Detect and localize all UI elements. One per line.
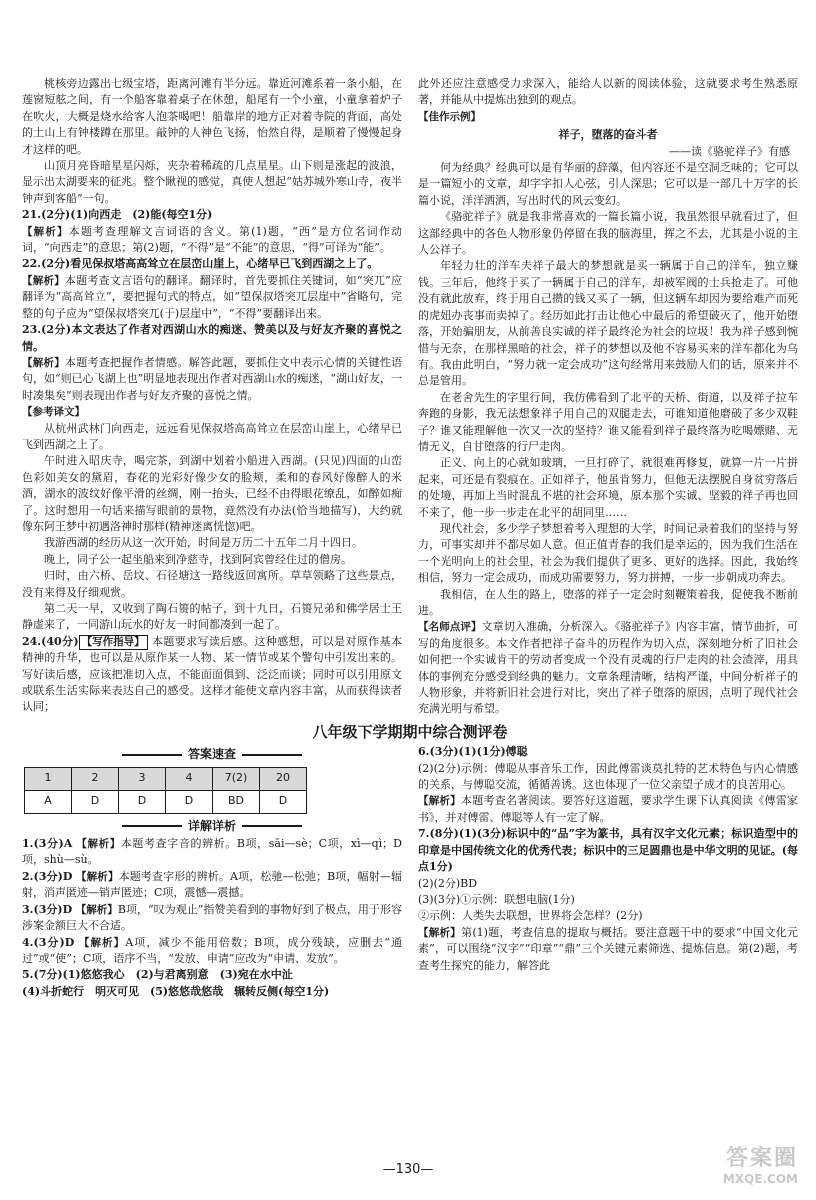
exam-section-title: 八年级下学期期中综合测评卷 [312,722,508,741]
analysis-21: 【解析】本题考查理解文言词语的含义。第(1)题，“西”是方位名词作动词，“向西走”的意思；第(2)题，“不得”是“不能”的意思，“得”可译为“能”。 [22,224,403,255]
analysis-22: 【解析】本题考查文言语句的翻译。翻译时，首先要抓住关键词，如“突兀”应翻译为“高高耸立”，要把握句式的特点，如“望保叔塔突兀层崖中”省略句，完整的句子应为“望保叔塔突兀(于)层崖中”，“不得”要翻译出来。 [22,273,403,320]
answer-5-continued: (4)斗折蛇行 明灭可见 (5)悠悠哉悠哉 辗转反侧(每空1分) [22,984,330,998]
translation-paragraph: 桃核旁边露出七级宝塔，距离河滩有半分远。靠近河滩系着一条小船，在莲窗短舷之间，有一个船客靠着桌子在休憩，船尾有一个小童，小童拿着炉子在吹火，大概是烧水给客人泡茶喝吧！船靠岸的地方正对着寺院的背面，高处的土山上有钟楼蹲在那里。敲钟的人神色飞扬，怡然自得，是顺着了慢慢起身才这样的吧。 [22,77,402,156]
answer-7-part-2: (2)(2分)BD [418,876,478,890]
writing-guide-tag: 【写作指导】 [79,635,148,650]
comment-tag: 【名师点评】 [418,621,482,634]
essay-paragraph: 《骆驼祥子》就是我非常喜欢的一篇长篇小说，我虽然很早就看过了，但这部经典中的各色人物形象仍停留在我的脑海里，挥之不去，尤其是小说的主人公祥子。 [418,210,798,257]
lower-columns [22,744,798,1000]
answer-table [24,767,307,814]
quick-answer-header: 答案速查 [22,746,402,762]
translation-paragraph: 从杭州武林门向西走，远远看见保叔塔高高耸立在层峦山崖上，心绪早已飞到西湖之上了。 [22,421,402,451]
answer-4: 4.(3分)D 【解析】A项，减少不能用倍数；B项，成分残缺，应删去“通过”或“使”；C项，语序不当，“发放、申请”应改为“申请、发放”。 [22,935,403,965]
answer-24: 24.(40分) 【写作指导】 本题要求写读后感。这种感想，可以是对原作基本精神的升华，也可以是从原作某一人物、某一情节或某个警句中引发出来的。写好读后感，应该把准切入点，不能面面俱到、泛泛而谈；同时可以引用原文或联系生活实际来表达自己的感受。这样才能使文章内容丰富，从而获得读者认同； [22,634,403,714]
table-cell: D [119,790,166,813]
analysis-tag: 【解析】 [22,225,69,238]
writing-guide-continued: 此外还应注意感受力求深入，能给人以新的阅读体验，这就要求考生熟悉原著，并能从中提炼出独到的观点。 [418,77,798,107]
table-cell: A [25,790,72,813]
translation-paragraph: 午时进入昭庆寺，喝完茶，到湖中划着小船进入西湖。(只见)四面的山峦色彩如美女的黛眉，春花的光彩好像少女的脸颊，柔和的春风好像醉人的米酒，湖水的波纹好像平滑的丝绸，刚一抬头，已经不由得眼花缭乱，如醉如痴了。这时想用一句话来描写眼前的景物，竟然没有办法(恰当地描写)，大约就像东阿王梦中初遇洛神时那样(精神迷离恍惚)吧。 [22,454,402,533]
translation-paragraph: 晚上，同子公一起坐船来到净慈寺，找到阿宾曾经住过的僧房。 [44,552,352,566]
page [22,76,798,1000]
essay-title: 祥子，堕落的奋斗者 [558,128,658,142]
answer-7-part-3b: ②示例：人类失去联想，世界将会怎样？(2分) [418,909,643,923]
answer-1: 1.(3分)A 【解析】本题考查字音的辨析。B项，sāi—sè；C项，xì—qì；D项，shù—sù。 [22,837,402,867]
left-column [22,76,402,718]
answer-2: 2.(3分)D 【解析】本题考查字形的辨析。A项，松驰—松弛；B项，幅射—辐射，消声匿迹—销声匿迹；C项，震憾—震撼。 [22,869,403,900]
watermark-logo: 答案圈 MXQE.COM [722,1146,798,1186]
analysis-6: 【解析】本题考查名著阅读。要答好这道题，要求学生课下认真阅读《傅雷家书》，并对傅雷、傅聪等人有一定了解。 [418,794,799,824]
table-cell: D [166,790,213,813]
essay-paragraph: 我相信，在人生的路上，堕落的祥子一定会时刻鞭策着我，促使我不断前进。 [418,587,798,617]
detailed-analysis-header: 详解详析 [22,818,402,834]
upper-columns [22,76,798,718]
lower-left-column [22,744,402,1000]
table-cell: D [260,790,307,813]
essay-paragraph: 在老舍先生的字里行间，我仿佛看到了北平的天桥、街道，以及祥子拉车奔跑的身影，我无法想象祥子用自己的双腿走去，可谁知道他磨破了多少双鞋子？谁又能理解他一次又一次的坚持？谁又能看到祥子最终落为吃喝嫖赌、无情无义，自甘堕落的行尸走肉。 [418,390,798,453]
essay-subtitle: ——读《骆驼祥子》有感 [669,144,790,158]
teacher-comment: 【名师点评】文章切入准确，分析深入。《骆驼祥子》内容丰富，情节曲折，可写的角度很多。本文作者把祥子奋斗的历程作为切入点，深刻地分析了旧社会如何把一个实诚肯干的劳动者变成一个没有灵魂的行尸走肉的社会渣滓，用具体的事例充分感受到经典的魅力。文章条理清晰，结构严谨，中间分析祥子的人物形象，并将新旧社会进行对比，突出了祥子堕落的原因，点明了现代社会充满光明与希望。 [418,620,799,716]
translation-paragraph: 山顶月亮昏暗星星闪烁，夹杂着稀疏的几点星星。山下则是涨起的波浪，显示出太湖要来的征兆。整个瞅视的感觉，真使人想起“姑苏城外寒山寺，夜半钟声到客船”一句。 [22,159,402,205]
answer-6: 6.(3分)(1)(1分)傅聪 [418,745,528,759]
essay-paragraph: 何为经典？经典可以是有华丽的辞藻，但内容还不是空洞乏味的；它可以是一篇短小的文章，却字字扣人心弦，引人深思；它可以是一部几十万字的长篇小说，洋洋洒洒，写出时代的风云变幻。 [418,161,798,207]
answer-5: 5.(7分)(1)悠悠我心 (2)与君离别意 (3)宛在水中沚 [22,968,293,982]
answer-21: 21.(2分)(1)向西走 (2)能(每空1分) [22,208,213,222]
essay-paragraph: 年轻力壮的洋车夫祥子最大的梦想就是买一辆属于自己的洋车，独立赚钱。三年后，他终于买了一辆属于自己的洋车，却被军阀的士兵抢走了。可他没有就此放弃，终于用自己攒的钱又买了一辆，但这辆车却因为要给难产而死的虎妞办丧事而卖掉了。经历如此打击让他心中最后的希望破灭了，他开始堕落，开始骗朋友，从前善良实诚的祥子最终沦为社会的垃圾！我为祥子感到惋惜与无奈，在那样黑暗的社会，祥子的梦想以及他不容易买来的洋车都化为乌有。我由此明白，“努力就一定会成功”这句经常用来鼓励人们的话，原来并不总是管用。 [418,259,798,388]
analysis-tag: 【解析】 [22,274,65,287]
example-essay-tag: 【佳作示例】 [418,110,481,123]
translation-paragraph: 我游西湖的经历从这一次开始，时间是万历二十五年二月十四日。 [44,536,363,550]
table-cell: 2 [72,767,119,790]
table-cell: BD [213,790,260,813]
answer-7: 7.(8分)(1)(3分)标识中的“品”字为篆书，具有汉字文化元素；标识造型中的印章是中国传统文化的优秀代表；标识中的三足圆鼎也是中华文明的见证。(每点1分) [418,827,798,874]
table-cell: D [72,790,119,813]
table-cell: 20 [260,767,307,790]
table-cell: 1 [25,767,72,790]
answer-table-row [25,790,307,813]
answer-3: 3.(3分)D 【解析】B项，“叹为观止”指赞美看到的事物好到了极点，用于形容涉案金额巨大不合适。 [22,902,402,933]
translation-paragraph: 归时，由六桥、岳坟、石径塘这一路线返回寓所。草草领略了这些景点，没有来得及仔细观赏。 [22,569,402,599]
table-cell: 3 [119,767,166,790]
analysis-23: 【解析】本题考查把握作者情感。解答此题，要抓住文中表示心情的关键性语句，如“则已心飞湖上也”明显地表现出作者对西湖山水的痴迷，“湖山好友，一时凑集矣”则表现出作者与好友齐聚的喜悦之情。 [22,355,403,402]
answer-7-part-3: (3)(3分)①示例：联想电脑(1分) [418,892,575,906]
answer-6-part-2: (2)(2分)示例：傅聪从事音乐工作，因此傅雷谈莫扎特的艺术特色与内心情感的关系，与傅聪交流，循循善诱。这也体现了一位父亲望子成才的良苦用心。 [418,761,798,792]
analysis-7: 【解析】第(1)题，考查信息的提取与概括。要注意题干中的要求“中国文化元素”，可以围绕“汉字”“印章”“鼎”三个关键元素筛选、提炼信息。第(2)题，考查考生探究的能力，解答此 [418,925,799,972]
table-cell: 4 [166,767,213,790]
analysis-tag: 【解析】 [22,356,65,369]
right-column [418,76,798,718]
table-cell: 7(2) [213,767,260,790]
answer-table-header-row [25,767,307,790]
translation-paragraph: 第二天一早，又收到了陶石篑的帖子，到十九日，石篑兄弟和佛学居士王静虚来了，一同游山玩水的好友一时间都凑到一起了。 [22,602,402,632]
lower-right-column [418,744,798,1000]
reference-translation-tag: 【参考译文】 [22,406,85,419]
essay-paragraph: 正义、向上的心就如玻璃，一旦打碎了，就很难再修复，就算一片一片拼起来，可还是有裂痕在。正如祥子，他虽肯努力，但他无法摆脱自身贫穷落后的处境，再加上当时混乱不堪的社会环境，原本那个实诚、坚毅的祥子再也回不来了，他一步一步走在北平的胡同里…… [418,456,798,519]
answer-22: 22.(2分)看见保叔塔高高耸立在层峦山崖上，心绪早已飞到西湖之上了。 [22,257,379,271]
page-number: —130— [382,1162,434,1177]
answer-23: 23.(2分)本文表达了作者对西湖山水的痴迷、赞美以及与好友齐聚的喜悦之情。 [22,323,402,353]
essay-paragraph: 现代社会，多少学子梦想着考入理想的大学，时间记录着我们的坚持与努力，可事实却并不都尽如人意。但正值青春的我们是幸运的，因为我们生活在一个光明向上的社会里，社会为我们提供了更多、更好的选择。因此，我始终相信，努力一定会成功，而成功需要努力，努力拼搏，一步一步朝成功奔去。 [418,521,798,585]
